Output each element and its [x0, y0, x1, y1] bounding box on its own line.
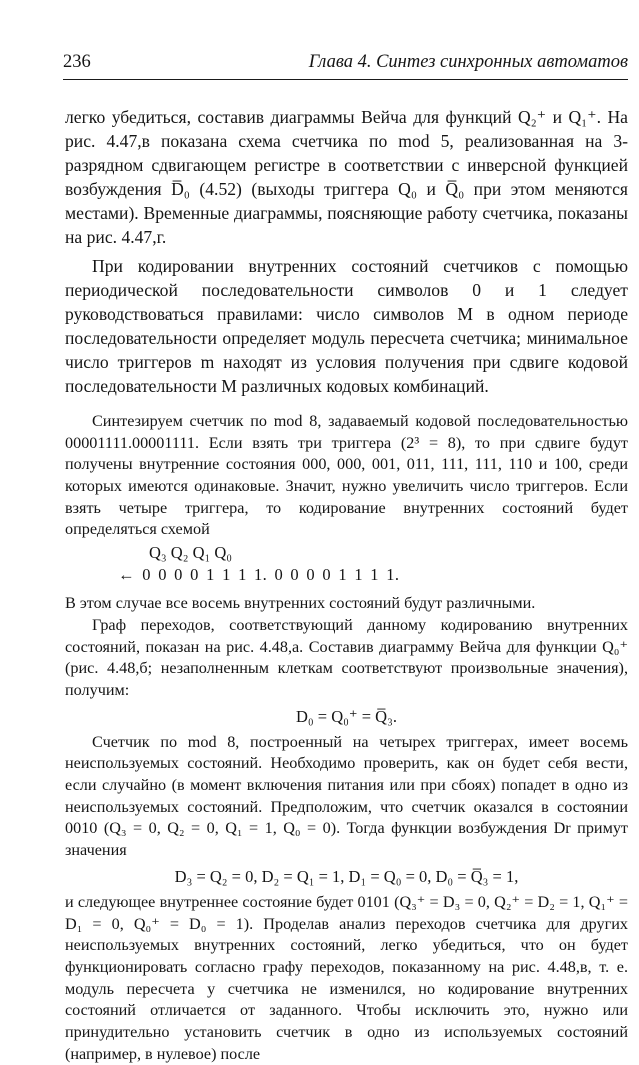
paragraph-4: В этом случае все восемь внутренних состояний будут различными. — [65, 594, 536, 613]
running-title: Глава 4. Синтез синхронных автоматов — [308, 52, 628, 72]
formula-d0: D₀ = Q₀⁺ = Q̅₃. — [296, 706, 397, 726]
sequence-header: Q₃ Q₂ Q₁ Q₀ — [149, 543, 233, 563]
paragraph-6: Счетчик по mod 8, построенный на четырех триггерах, имеет восемь неиспользуемых состояний. Необходимо проверить, как он будет себя вести, если случайно (в момент включения питания или при сбоях) попадет в одно из неиспользуемых состояний. Предположим, что счетчик оказался в состоянии 0010 (Q₃ = 0, Q₂ = 0, Q₁ = 1, Q₀ = 0). Тогда функции возбуждения Dr примут значения — [65, 732, 628, 860]
sequence-row: ← 0 0 0 0 1 1 1 1. 0 0 0 0 1 1 1 1. — [118, 565, 400, 585]
paragraph-7: и следующее внутреннее состояние будет 0101 (Q₃⁺ = D₃ = 0, Q₂⁺ = D₂ = 1, Q₁⁺ = D₁ = 0, Q₀⁺ = D₀ = 1). Проделав анализ переходов счетчика для других неиспользуемых внутренних состояний, легко убедиться, что он будет функционировать согласно графу переходов, показанному на рис. 4.48,в, т. е. модуль пересчета у счетчика не изменился, но кодирование внутренних состояний отличается от заданного. Чтобы исключить это, нужно или принудительно установить счетчик в одно из используемых состояний (например, в нулевое) после — [65, 892, 628, 1063]
formula-excitation: D₃ = Q₂ = 0, D₂ = Q₁ = 1, D₁ = Q₀ = 0, D₀ = Q̅₃ = 1, — [174, 866, 519, 886]
paragraph-3: Синтезируем счетчик по mod 8, задаваемый кодовой последовательностью 00001111.00001111. Если взять три триггера (2³ = 8), то при сдвиге будут получены внутренние состояния 000, 000, 001, 011, 111, 111, 110 и 100, среди которых имеются одинаковые. Значит, нужно увеличить число триггеров. Если взять четыре триггера, то кодирование внутренних состояний будет определяться схемой — [65, 411, 628, 539]
header-rule — [63, 79, 628, 80]
paragraph-5: Граф переходов, соответствующий данному кодированию внутренних состояний, показан на рис. 4.48,а. Составив диаграмму Вейча для функции Q₀⁺ (рис. 4.48,б; незаполненным клеткам соответствуют произвольные значения), получим: — [65, 615, 628, 699]
page-body — [65, 106, 628, 1065]
paragraph-2: При кодировании внутренних состояний счетчиков с помощью периодической последовательности символов 0 и 1 следует руководствоваться правилами: число символов M в одном периоде последовательности определяет модуль пересчета счетчика; минимальное число триггеров m находят из условия получения при сдвиге кодовой последовательности M различных кодовых комбинаций. — [65, 256, 628, 396]
code-sequence-scheme — [65, 541, 628, 593]
page-number: 236 — [63, 52, 91, 72]
paragraph-1: легко убедиться, составив диаграммы Вейча для функций Q₂⁺ и Q₁⁺. На рис. 4.47,в показана схема счетчика по mod 5, реализованная на 3-разрядном сдвигающем регистре в соответствии с инверсной функцией возбуждения D̅₀ (4.52) (выходы триггера Q₀ и Q̅₀ при этом меняются местами). Временные диаграммы, поясняющие работу счетчика, показаны на рис. 4.47,г. — [65, 107, 628, 247]
